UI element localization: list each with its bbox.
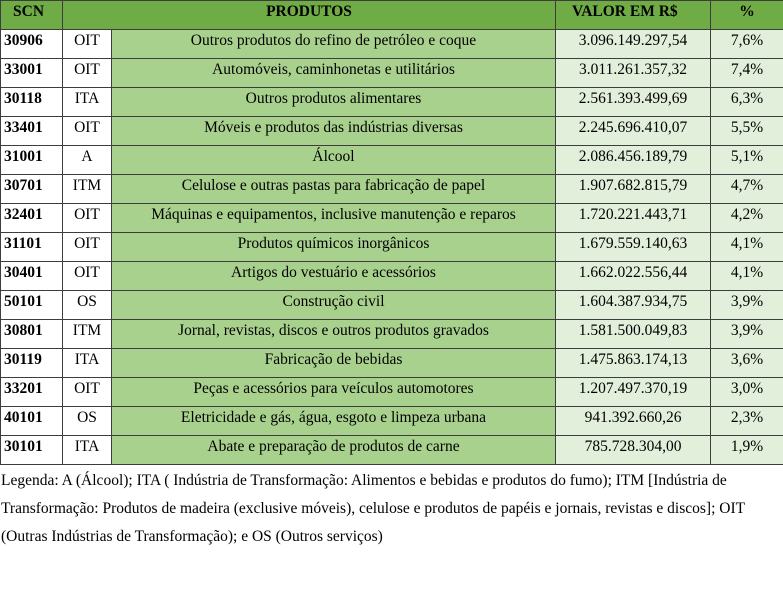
cell-percent: 4,1% <box>711 262 783 291</box>
cell-scn: 30906 <box>1 30 63 59</box>
cell-value: 785.728.304,00 <box>556 436 711 465</box>
table-row <box>1 349 783 378</box>
cell-percent: 4,7% <box>711 175 783 204</box>
legend-text: Legenda: A (Álcool); ITA ( Indústria de Transformação: Alimentos e bebidas e produtos do fumo); ITM [Indústria de Transformação: Produtos de madeira (exclusive móveis), celulose e produtos de papéis e jornais, revistas e discos]; OIT (Outras Indústrias de Transformação); e OS (Outros serviços) <box>1 472 745 545</box>
cell-product: Peças e acessórios para veículos automotores <box>112 378 556 407</box>
cell-category: OIT <box>63 30 112 59</box>
cell-value: 3.011.261.357,32 <box>556 59 711 88</box>
cell-scn: 30118 <box>1 88 63 117</box>
cell-percent: 7,4% <box>711 59 783 88</box>
cell-category: ITA <box>63 436 112 465</box>
cell-scn: 31101 <box>1 233 63 262</box>
table-row <box>1 204 783 233</box>
cell-value: 1.907.682.815,79 <box>556 175 711 204</box>
cell-product: Álcool <box>112 146 556 175</box>
cell-value: 1.604.387.934,75 <box>556 291 711 320</box>
cell-product: Móveis e produtos das indústrias diversas <box>112 117 556 146</box>
cell-scn: 33001 <box>1 59 63 88</box>
cell-scn: 40101 <box>1 407 63 436</box>
cell-value: 2.561.393.499,69 <box>556 88 711 117</box>
cell-product: Produtos químicos inorgânicos <box>112 233 556 262</box>
cell-category: OIT <box>63 204 112 233</box>
header-scn: SCN <box>1 1 63 30</box>
cell-scn: 33201 <box>1 378 63 407</box>
cell-value: 1.662.022.556,44 <box>556 262 711 291</box>
table-row <box>1 407 783 436</box>
cell-scn: 30801 <box>1 320 63 349</box>
cell-scn: 30101 <box>1 436 63 465</box>
table-row <box>1 320 783 349</box>
table-row <box>1 262 783 291</box>
cell-value: 3.096.149.297,54 <box>556 30 711 59</box>
header-row <box>1 1 783 30</box>
table-row <box>1 378 783 407</box>
cell-product: Outros produtos alimentares <box>112 88 556 117</box>
cell-category: OS <box>63 291 112 320</box>
cell-percent: 4,2% <box>711 204 783 233</box>
cell-category: OIT <box>63 117 112 146</box>
cell-percent: 5,5% <box>711 117 783 146</box>
cell-value: 2.245.696.410,07 <box>556 117 711 146</box>
cell-product: Máquinas e equipamentos, inclusive manutenção e reparos <box>112 204 556 233</box>
cell-category: ITA <box>63 349 112 378</box>
cell-value: 1.475.863.174,13 <box>556 349 711 378</box>
cell-percent: 6,3% <box>711 88 783 117</box>
cell-category: ITM <box>63 320 112 349</box>
cell-category: ITA <box>63 88 112 117</box>
cell-category: OIT <box>63 262 112 291</box>
cell-percent: 5,1% <box>711 146 783 175</box>
cell-product: Jornal, revistas, discos e outros produtos gravados <box>112 320 556 349</box>
cell-product: Celulose e outras pastas para fabricação de papel <box>112 175 556 204</box>
header-pct: % <box>711 1 783 30</box>
table-row <box>1 146 783 175</box>
cell-product: Outros produtos do refino de petróleo e coque <box>112 30 556 59</box>
cell-category: OS <box>63 407 112 436</box>
cell-category: OIT <box>63 233 112 262</box>
cell-scn: 32401 <box>1 204 63 233</box>
cell-scn: 31001 <box>1 146 63 175</box>
cell-scn: 30401 <box>1 262 63 291</box>
cell-scn: 33401 <box>1 117 63 146</box>
cell-value: 1.720.221.443,71 <box>556 204 711 233</box>
cell-percent: 3,9% <box>711 320 783 349</box>
cell-category: OIT <box>63 59 112 88</box>
header-produtos: PRODUTOS <box>63 1 556 30</box>
table-row <box>1 436 783 465</box>
table-header <box>1 1 783 30</box>
cell-category: ITM <box>63 175 112 204</box>
cell-product: Automóveis, caminhonetas e utilitários <box>112 59 556 88</box>
cell-value: 1.207.497.370,19 <box>556 378 711 407</box>
cell-scn: 30119 <box>1 349 63 378</box>
table-row <box>1 291 783 320</box>
cell-product: Fabricação de bebidas <box>112 349 556 378</box>
cell-percent: 2,3% <box>711 407 783 436</box>
cell-product: Construção civil <box>112 291 556 320</box>
cell-percent: 3,0% <box>711 378 783 407</box>
cell-product: Abate e preparação de produtos de carne <box>112 436 556 465</box>
cell-percent: 3,6% <box>711 349 783 378</box>
cell-value: 941.392.660,26 <box>556 407 711 436</box>
header-valor: VALOR EM R$ <box>556 1 711 30</box>
table-body <box>1 30 783 465</box>
cell-category: OIT <box>63 378 112 407</box>
table-row <box>1 175 783 204</box>
cell-scn: 50101 <box>1 291 63 320</box>
table-row <box>1 117 783 146</box>
cell-percent: 4,1% <box>711 233 783 262</box>
cell-percent: 1,9% <box>711 436 783 465</box>
cell-value: 1.581.500.049,83 <box>556 320 711 349</box>
cell-value: 1.679.559.140,63 <box>556 233 711 262</box>
table-row <box>1 59 783 88</box>
cell-category: A <box>63 146 112 175</box>
cell-percent: 7,6% <box>711 30 783 59</box>
table-row <box>1 30 783 59</box>
cell-value: 2.086.456.189,79 <box>556 146 711 175</box>
cell-percent: 3,9% <box>711 291 783 320</box>
cell-product: Eletricidade e gás, água, esgoto e limpeza urbana <box>112 407 556 436</box>
table-row <box>1 88 783 117</box>
cell-scn: 30701 <box>1 175 63 204</box>
table-row <box>1 233 783 262</box>
cell-product: Artigos do vestuário e acessórios <box>112 262 556 291</box>
